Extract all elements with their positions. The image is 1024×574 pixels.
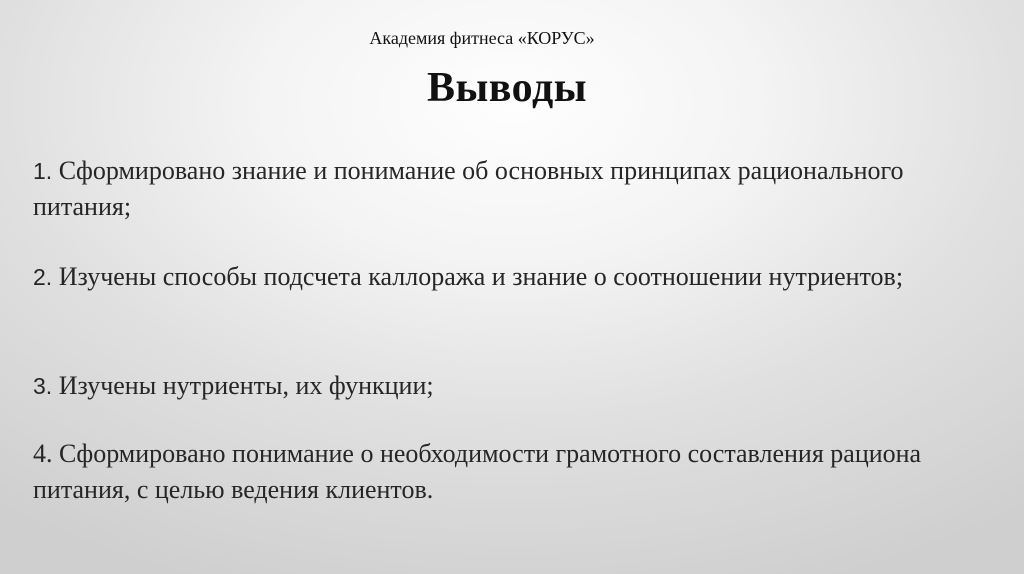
item-number: 1.: [33, 158, 53, 184]
item-text: Сформировано знание и понимание об основных принципах рационального питания;: [33, 156, 904, 221]
conclusion-item-4: [33, 436, 993, 508]
item-text: Изучены нутриенты, их функции;: [52, 371, 434, 400]
conclusion-item-1: [33, 153, 993, 225]
conclusion-item-3: [33, 368, 993, 404]
organization-name: Академия фитнеса «КОРУС»: [369, 28, 595, 48]
item-number: 4.: [33, 439, 53, 468]
slide-title: Выводы: [426, 65, 588, 111]
item-number: 3.: [33, 373, 53, 399]
conclusion-item-2: [33, 259, 993, 295]
item-text: Сформировано понимание о необходимости грамотного составления рациона питания, с целью ведения клиентов.: [33, 439, 922, 504]
item-number: 2.: [33, 264, 53, 290]
item-text: Изучены способы подсчета каллоража и знание о соотношении нутриентов;: [52, 262, 904, 291]
